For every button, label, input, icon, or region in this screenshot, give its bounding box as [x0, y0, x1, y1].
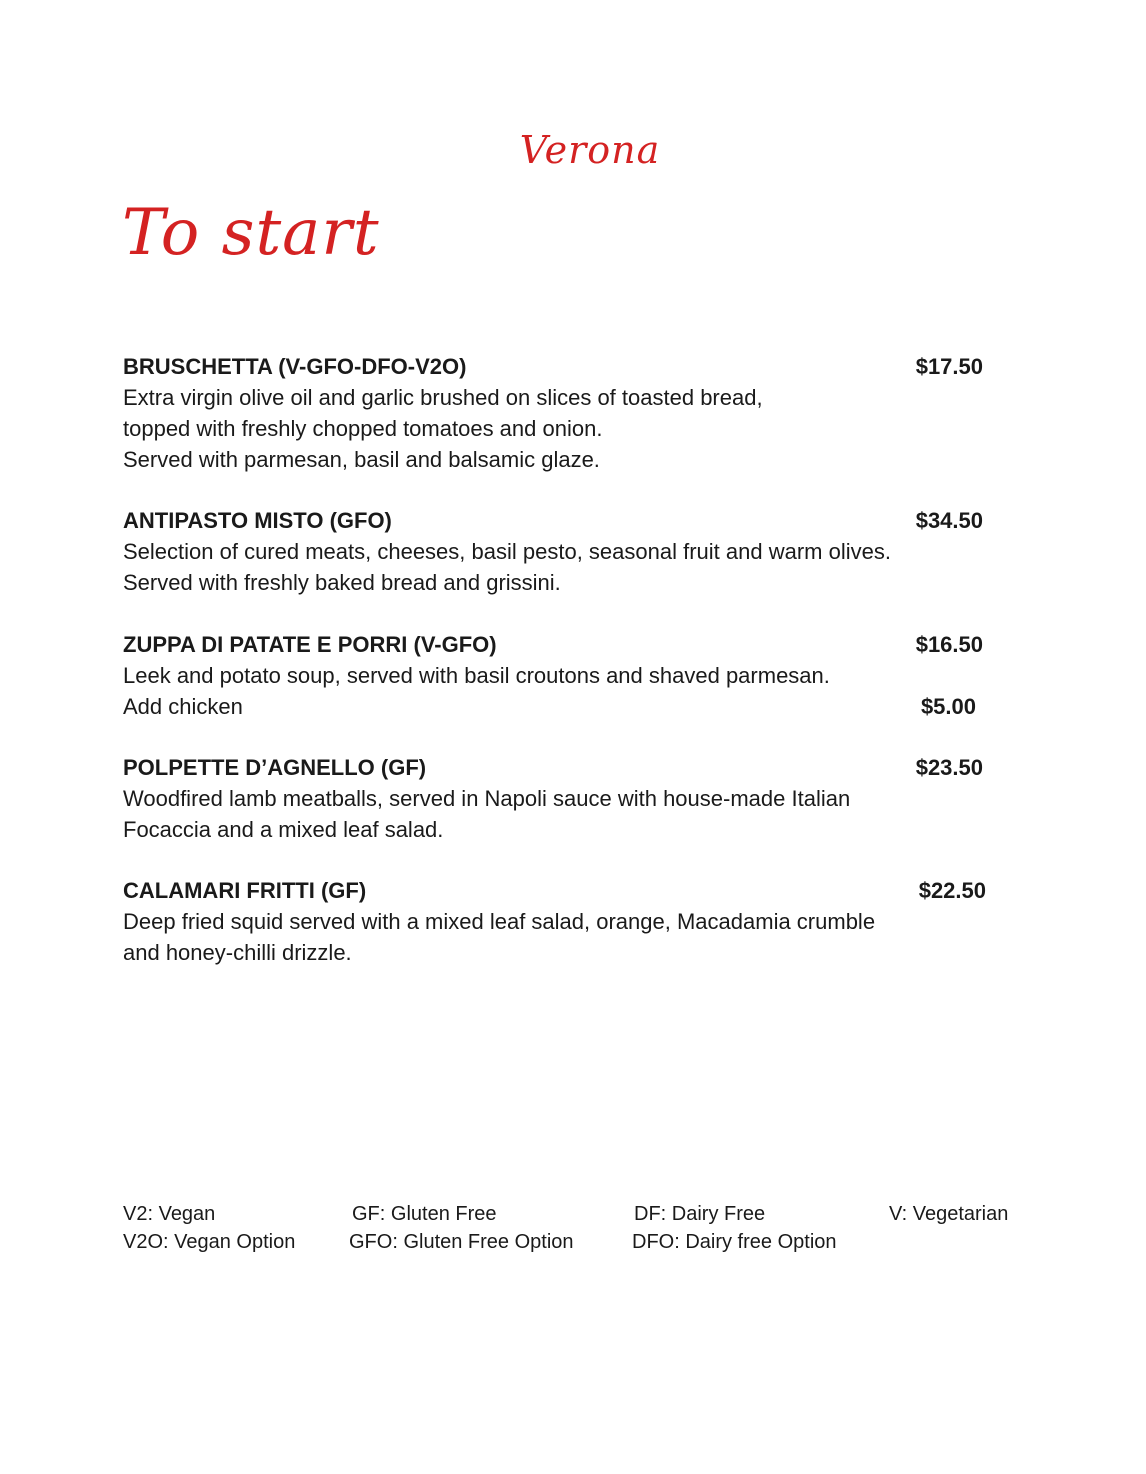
item-name: ANTIPASTO MISTO (GFO) — [123, 508, 392, 533]
legend-entry: GFO: Gluten Free Option — [349, 1231, 574, 1253]
item-price: $23.50 — [915, 755, 983, 780]
item-description-line: topped with freshly chopped tomatoes and onion. — [123, 416, 603, 441]
item-description-line: Selection of cured meats, cheeses, basil pesto, seasonal fruit and warm olives. — [123, 539, 891, 564]
item-header — [123, 875, 993, 906]
item-name: BRUSCHETTA (V-GFO-DFO-V2O) — [123, 354, 467, 379]
legend-dairy — [632, 1200, 837, 1256]
section-title: To start — [122, 196, 380, 270]
item-price: $34.50 — [915, 508, 983, 533]
item-header — [123, 629, 993, 660]
legend-entry: V2O: Vegan Option — [123, 1231, 296, 1253]
item-header — [123, 752, 993, 783]
item-name: ZUPPA DI PATATE E PORRI (V-GFO) — [123, 632, 497, 657]
legend-entry: DFO: Dairy free Option — [632, 1231, 837, 1253]
item-price: $22.50 — [918, 878, 986, 903]
item-description-line: Served with parmesan, basil and balsamic glaze. — [123, 447, 600, 472]
item-description-line: Served with freshly baked bread and grissini. — [123, 570, 561, 595]
menu-item-zuppa — [123, 629, 993, 722]
legend-vegetarian — [889, 1200, 1008, 1228]
item-name: POLPETTE D’AGNELLO (GF) — [123, 755, 427, 780]
item-description-line: Woodfired lamb meatballs, served in Napoli sauce with house-made Italian — [123, 786, 851, 811]
legend-entry: V2: Vegan — [123, 1203, 216, 1225]
legend-entry: GF: Gluten Free — [352, 1203, 497, 1225]
item-description-line: Deep fried squid served with a mixed leaf salad, orange, Macadamia crumble — [123, 909, 876, 934]
item-name: CALAMARI FRITTI (GF) — [123, 878, 367, 903]
item-description-line: Leek and potato soup, served with basil croutons and shaved parmesan. — [123, 663, 830, 688]
item-price: $16.50 — [915, 632, 983, 657]
menu-item-bruschetta — [123, 351, 993, 475]
menu-item-polpette — [123, 752, 993, 845]
item-header — [123, 351, 993, 382]
addon-price: $5.00 — [920, 694, 976, 719]
item-description-line: Extra virgin olive oil and garlic brushed on slices of toasted bread, — [123, 385, 763, 410]
item-description-line: Focaccia and a mixed leaf salad. — [123, 817, 444, 842]
item-header — [123, 505, 993, 536]
restaurant-name: Verona — [519, 128, 661, 172]
item-price: $17.50 — [915, 354, 983, 379]
addon-label: Add chicken — [123, 694, 243, 719]
legend-vegan — [123, 1200, 295, 1256]
menu-item-calamari — [123, 875, 993, 968]
item-addon — [123, 691, 993, 722]
legend-entry: DF: Dairy Free — [634, 1203, 766, 1225]
menu-item-antipasto-misto — [123, 505, 993, 598]
item-description-line: and honey-chilli drizzle. — [123, 940, 352, 965]
legend-gluten — [349, 1200, 574, 1256]
legend-entry: V: Vegetarian — [889, 1203, 1009, 1225]
